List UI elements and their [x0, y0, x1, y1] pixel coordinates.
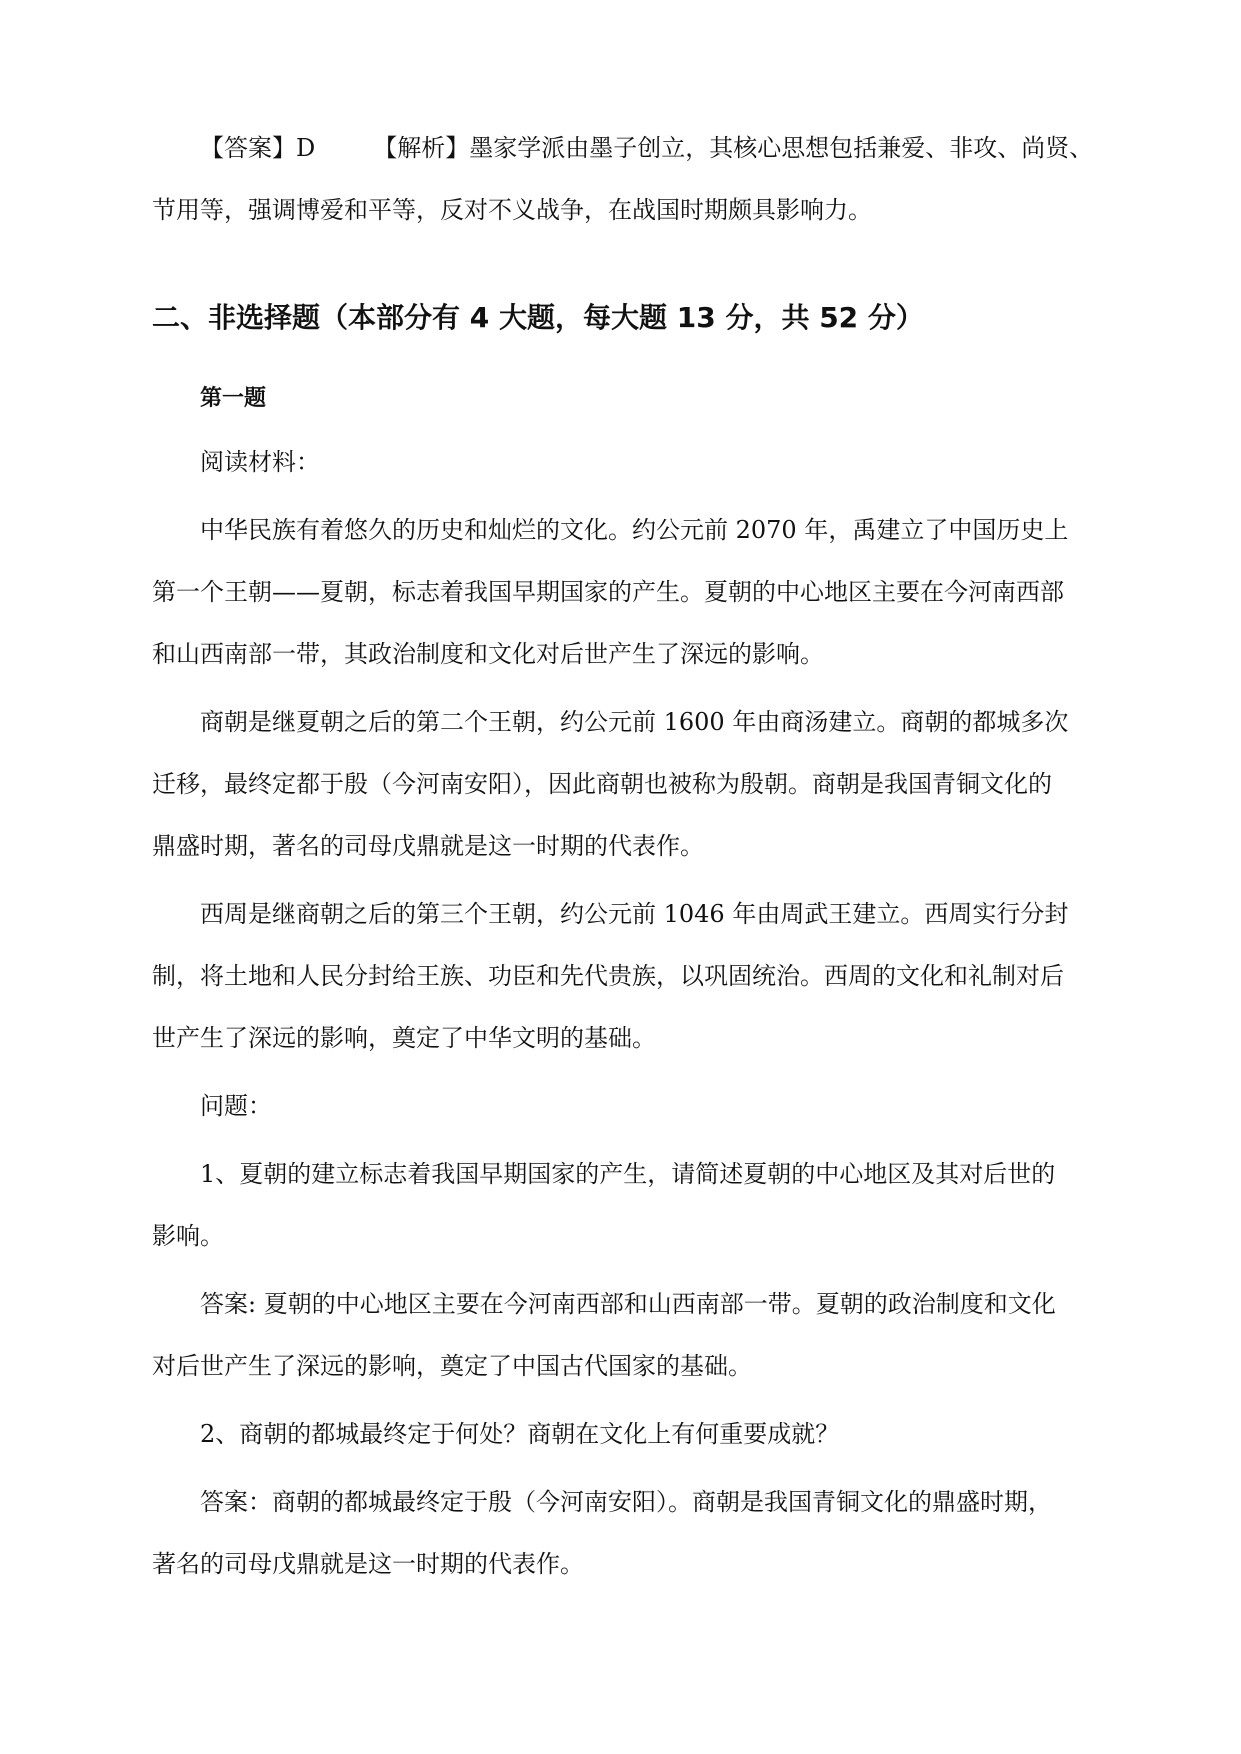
question-1-line-2: 影响。: [152, 1222, 224, 1250]
material-paragraph-2-line-2: 迁移，最终定都于殷（今河南安阳），因此商朝也被称为殷朝。商朝是我国青铜文化的: [152, 770, 1052, 798]
answer-2-line-2: 著名的司母戊鼎就是这一时期的代表作。: [152, 1550, 584, 1578]
question-1-line-1: 1、夏朝的建立标志着我国早期国家的产生，请简述夏朝的中心地区及其对后世的: [200, 1160, 1056, 1188]
material-paragraph-2-line-1: 商朝是继夏朝之后的第二个王朝，约公元前 1600 年由商汤建立。商朝的都城多次: [200, 708, 1069, 736]
material-paragraph-1-line-1: 中华民族有着悠久的历史和灿烂的文化。约公元前 2070 年，禹建立了中国历史上: [200, 516, 1069, 544]
material-paragraph-3-line-1: 西周是继商朝之后的第三个王朝，约公元前 1046 年由周武王建立。西周实行分封: [200, 900, 1069, 928]
read-material-label: 阅读材料：: [200, 448, 320, 476]
analysis-text-line-1: 【解析】墨家学派由墨子创立，其核心思想包括兼爱、非攻、尚贤、: [373, 134, 1094, 162]
material-paragraph-2-line-3: 鼎盛时期，著名的司母戊鼎就是这一时期的代表作。: [152, 832, 704, 860]
material-paragraph-3-line-2: 制，将土地和人民分封给王族、功臣和先代贵族，以巩固统治。西周的文化和礼制对后: [152, 962, 1064, 990]
material-paragraph-1-line-3: 和山西南部一带，其政治制度和文化对后世产生了深远的影响。: [152, 640, 824, 668]
answer-label: 【答案】D: [200, 134, 316, 162]
material-paragraph-1-line-2: 第一个王朝——夏朝，标志着我国早期国家的产生。夏朝的中心地区主要在今河南西部: [152, 578, 1064, 606]
questions-label: 问题：: [200, 1092, 272, 1120]
answer-1-line-2: 对后世产生了深远的影响，奠定了中国古代国家的基础。: [152, 1352, 752, 1380]
answer-2-line-1: 答案：商朝的都城最终定于殷（今河南安阳）。商朝是我国青铜文化的鼎盛时期，: [200, 1488, 1052, 1516]
answer-line: [200, 132, 1093, 164]
question-one-title: 第一题: [200, 386, 267, 411]
material-paragraph-3-line-3: 世产生了深远的影响，奠定了中华文明的基础。: [152, 1024, 656, 1052]
answer-1-line-1: 答案: 夏朝的中心地区主要在今河南西部和山西南部一带。夏朝的政治制度和文化: [200, 1290, 1056, 1318]
analysis-text-line-2: 节用等，强调博爱和平等，反对不义战争，在战国时期颇具影响力。: [152, 196, 872, 224]
question-2-line-1: 2、商朝的都城最终定于何处？商朝在文化上有何重要成就？: [200, 1420, 840, 1448]
section-title: 二、非选择题（本部分有 4 大题，每大题 13 分，共 52 分）: [152, 301, 924, 334]
